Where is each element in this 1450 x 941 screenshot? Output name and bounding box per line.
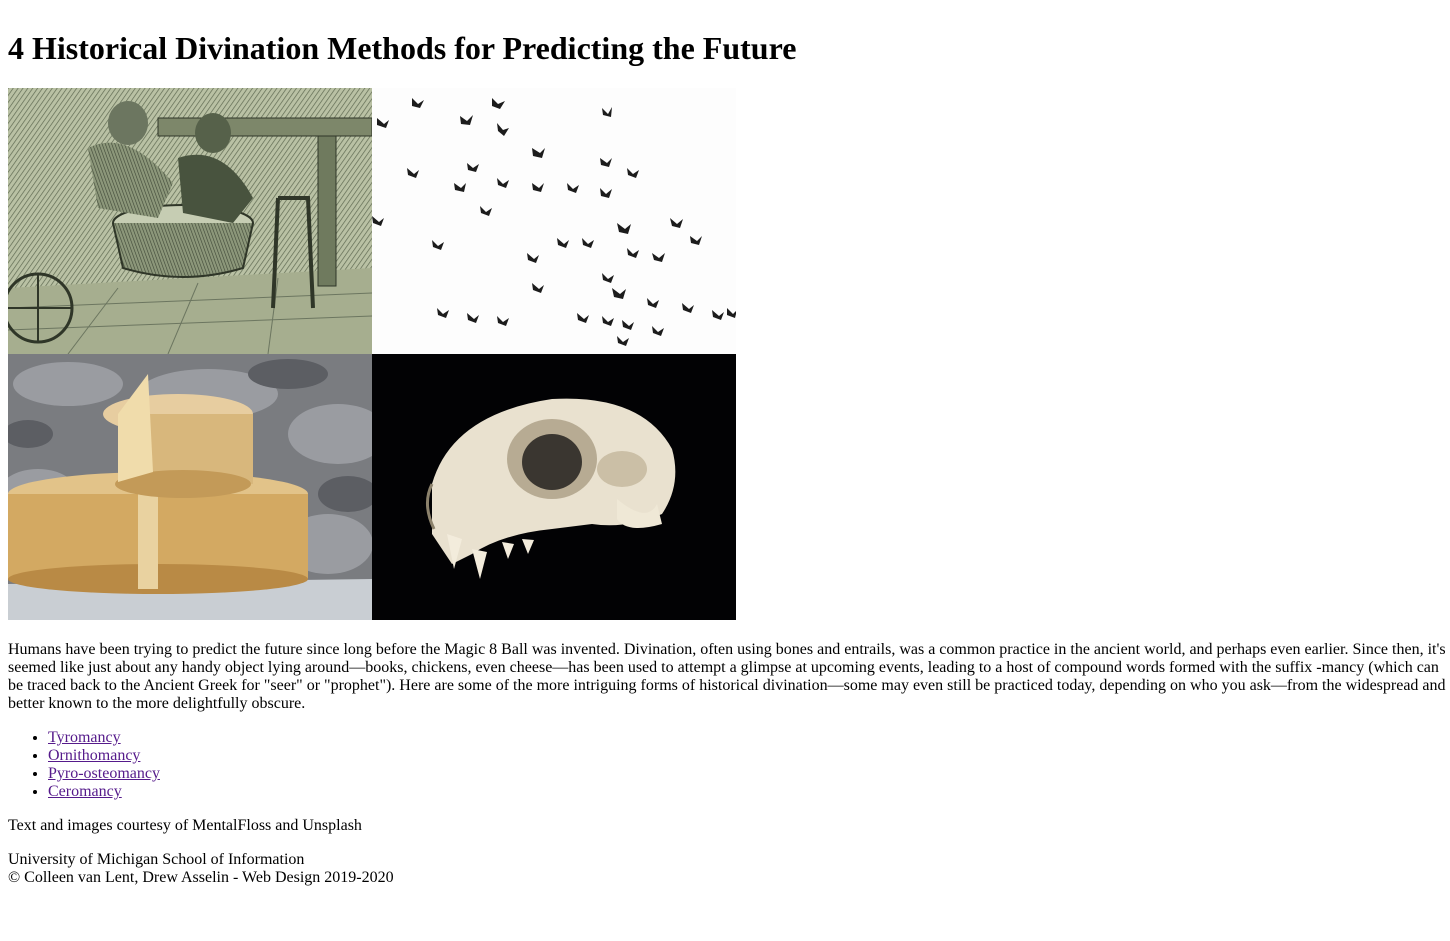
intro-paragraph: Humans have been trying to predict the future since long before the Magic 8 Ball was invented. Divination, often using bones and entrails, was a common practice in the ancient world, and perhaps even earlier. Since then, it's seemed like just about any handy object lying around—books, chickens, even cheese—has been used to attempt a glimpse at upcoming events, leading to a host of compound words formed with the suffix -mancy (which can be traced back to the Ancient Greek for "seer" or "prophet"). Here are some of the more intriguing forms of historical divination—some may even still be practiced today, depending on who you ask—from the widespread and better known to the more delightfully obscure.	[8, 641, 1446, 712]
ornithomancy-link[interactable]: Ornithomancy	[48, 747, 141, 764]
birds-image	[372, 88, 736, 354]
cheese-image	[8, 354, 372, 620]
page-title: 4 Historical Divination Methods for Predicting the Future	[8, 30, 797, 66]
footer-institution: University of Michigan School of Information	[8, 851, 305, 868]
image-gallery	[8, 88, 736, 620]
list-item	[48, 729, 1446, 747]
skull-image	[372, 354, 736, 620]
list-item	[48, 765, 1446, 783]
engraving-image	[8, 88, 372, 354]
image-credit: Text and images courtesy of MentalFloss and Unsplash	[8, 817, 362, 834]
list-item	[48, 783, 1446, 801]
page	[0, 30, 1450, 887]
divination-links-list	[8, 729, 1446, 801]
pyro-osteomancy-link[interactable]: Pyro-osteomancy	[48, 765, 160, 782]
tyromancy-link[interactable]: Tyromancy	[48, 729, 121, 746]
footer	[8, 851, 1446, 887]
footer-copyright: © Colleen van Lent, Drew Asselin - Web Design 2019-2020	[8, 869, 394, 886]
ceromancy-link[interactable]: Ceromancy	[48, 783, 122, 800]
list-item	[48, 747, 1446, 765]
